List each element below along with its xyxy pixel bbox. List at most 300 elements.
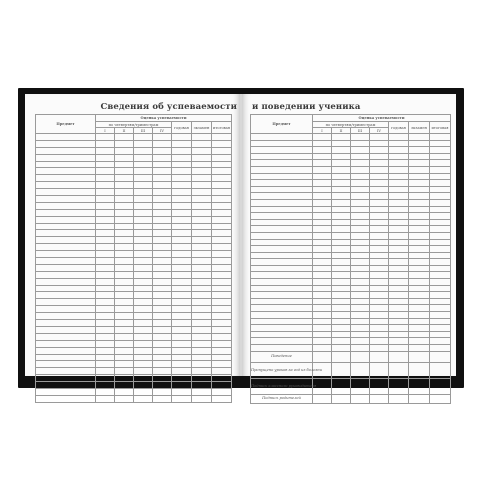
grid-cell [115,278,134,285]
grid-cell [115,388,134,395]
grid-cell [96,223,115,230]
grid-cell [389,219,409,226]
grid-cell [313,265,332,272]
grid-cell [192,306,212,313]
grid-cell [134,313,153,320]
grid-cell [172,154,192,161]
grid-cell [192,202,212,209]
grid-cell [134,320,153,327]
grid-cell [192,388,212,395]
grid-cell [351,140,370,147]
table-row [251,180,451,187]
grid-cell [370,252,389,259]
table-row [251,246,451,253]
grid-cell [251,279,313,286]
grid-cell [134,154,153,161]
grid-cell [172,140,192,147]
grid-cell [389,134,409,141]
grid-cell [96,375,115,382]
grid-cell [370,226,389,233]
grid-cell [115,285,134,292]
grid-cell [212,340,232,347]
grid-cell [115,271,134,278]
table-row [36,196,232,203]
grid-cell [313,213,332,220]
grid-cell [430,325,451,332]
grid-cell [96,140,115,147]
grid-cell [36,175,96,182]
grid-cell [389,285,409,292]
grid-cell [313,193,332,200]
grid-cell [332,206,351,213]
grid-cell [115,375,134,382]
grid-cell [430,226,451,233]
grid-cell [251,199,313,206]
blank-rows-right [251,134,451,352]
table-row [251,226,451,233]
table-row [251,199,451,206]
grid-cell [332,226,351,233]
grid-cell [192,395,212,402]
grid-cell [36,251,96,258]
grid-cell [134,264,153,271]
grid-cell [351,147,370,154]
grid-cell [251,285,313,292]
grid-cell [153,375,172,382]
grid-cell [409,252,430,259]
table-row [36,361,232,368]
grid-cell [134,278,153,285]
grid-cell [134,216,153,223]
grid-cell [172,147,192,154]
grid-cell [192,278,212,285]
grid-cell [153,230,172,237]
grid-cell [192,340,212,347]
grid-cell [389,180,409,187]
grid-cell [332,292,351,299]
grid-cell [96,251,115,258]
table-row [36,292,232,299]
grid-cell [212,134,232,141]
grid-cell [192,292,212,299]
grid-cell [251,193,313,200]
grid-cell [212,237,232,244]
grid-cell [96,292,115,299]
grid-cell [332,213,351,220]
grid-cell [332,166,351,173]
grid-cell [409,345,430,352]
grid-cell [134,237,153,244]
grid-cell [172,354,192,361]
grid-cell [389,199,409,206]
table-row [251,193,451,200]
grid-cell [36,354,96,361]
grid-cell [430,193,451,200]
grid-cell [96,361,115,368]
grid-cell [332,180,351,187]
grid-cell [96,216,115,223]
grid-cell [115,264,134,271]
grid-cell [370,199,389,206]
grid-cell [251,160,313,167]
grid-cell [172,368,192,375]
grid-cell [172,216,192,223]
grid-cell [96,209,115,216]
grid-cell [351,239,370,246]
quarter-3: III [134,128,153,134]
grid-cell [153,382,172,389]
grid-cell [212,244,232,251]
grid-cell [36,223,96,230]
grid-cell [389,160,409,167]
grid-cell [251,213,313,220]
grid-cell [153,361,172,368]
grid-cell [332,199,351,206]
grid-cell [115,326,134,333]
grid-cell [251,259,313,266]
grid-cell [96,202,115,209]
grid-cell [212,320,232,327]
grid-cell [153,388,172,395]
grid-cell [332,232,351,239]
grid-cell [172,292,192,299]
grid-cell [409,186,430,193]
grid-cell [313,246,332,253]
grid-cell [430,186,451,193]
grid-cell [134,182,153,189]
grid-cell [192,299,212,306]
grid-cell [134,388,153,395]
grid-cell [115,340,134,347]
grid-cell [313,259,332,266]
grid-cell [409,272,430,279]
grid-cell [36,230,96,237]
grid-cell [153,285,172,292]
grid-cell [115,202,134,209]
exam-header: экзамен [409,122,430,134]
grid-cell [389,318,409,325]
table-row [36,368,232,375]
grid-cell [351,213,370,220]
grid-cell [430,232,451,239]
grid-cell [313,279,332,286]
grid-cell [212,264,232,271]
grid-cell [370,331,389,338]
table-row [36,264,232,271]
table-row [36,216,232,223]
grid-cell [192,189,212,196]
grid-cell [115,147,134,154]
table-row [251,312,451,319]
grid-cell [389,206,409,213]
grid-cell [192,333,212,340]
grid-cell [389,305,409,312]
table-row [251,331,451,338]
grid-cell [134,361,153,368]
grid-cell [134,395,153,402]
grades-table-left [35,114,232,403]
grid-cell [370,338,389,345]
grid-cell [313,160,332,167]
grid-cell [389,325,409,332]
grid-cell [115,161,134,168]
grid-cell [153,244,172,251]
quarter-4: IV [370,128,389,134]
grid-cell [36,285,96,292]
grid-cell [351,279,370,286]
grid-cell [212,168,232,175]
grid-cell [96,244,115,251]
grid-cell [409,279,430,286]
quarter-1: I [96,128,115,134]
missed-lessons-label: Пропущено уроков за год из болезни [251,362,313,378]
grid-cell [251,252,313,259]
grid-cell [134,306,153,313]
grid-cell [134,147,153,154]
grid-cell [430,292,451,299]
grid-cell [430,239,451,246]
grid-cell [332,318,351,325]
grid-cell [115,134,134,141]
grid-cell [115,230,134,237]
grid-cell [212,299,232,306]
grid-cell [251,272,313,279]
grid-cell [409,318,430,325]
grid-cell [332,325,351,332]
grid-cell [313,345,332,352]
grid-cell [96,189,115,196]
grid-cell [192,271,212,278]
grid-cell [409,147,430,154]
grid-cell [212,209,232,216]
grid-cell [115,237,134,244]
grid-cell [389,272,409,279]
grid-cell [134,382,153,389]
grid-cell [172,244,192,251]
grid-cell [370,312,389,319]
table-row [251,232,451,239]
grid-cell [351,173,370,180]
grid-cell [153,313,172,320]
grid-cell [96,264,115,271]
grid-cell [96,271,115,278]
table-row [251,325,451,332]
grid-cell [172,313,192,320]
grid-cell [212,388,232,395]
grid-cell [351,285,370,292]
grid-cell [251,173,313,180]
grid-cell [409,285,430,292]
table-row [251,259,451,266]
grid-cell [370,232,389,239]
grid-cell [172,202,192,209]
grid-cell [409,153,430,160]
grid-cell [313,147,332,154]
grid-cell [36,264,96,271]
grades-header: Оценка успеваемости [313,115,451,122]
grid-cell [313,134,332,141]
grid-cell [409,193,430,200]
grid-cell [153,264,172,271]
grid-cell [115,182,134,189]
grid-cell [370,246,389,253]
grid-cell [370,305,389,312]
grid-cell [212,223,232,230]
table-row [36,237,232,244]
grades-table-right [250,114,451,404]
quarter-header: по четвертям/триместрам [96,122,172,128]
grid-cell [192,175,212,182]
grid-cell [36,258,96,265]
grid-cell [115,196,134,203]
grid-cell [192,182,212,189]
grid-cell [430,345,451,352]
grid-cell [36,278,96,285]
grid-cell [351,232,370,239]
grid-cell [389,147,409,154]
grid-cell [313,292,332,299]
table-row [36,326,232,333]
grid-cell [351,160,370,167]
grid-cell [192,258,212,265]
grid-cell [134,134,153,141]
grid-cell [430,298,451,305]
grid-cell [134,368,153,375]
table-row [36,395,232,402]
grid-cell [251,325,313,332]
table-row [251,147,451,154]
grid-cell [313,166,332,173]
grid-cell [212,361,232,368]
grid-cell [389,252,409,259]
table-row [36,140,232,147]
grid-cell [251,298,313,305]
grid-cell [370,166,389,173]
grid-cell [389,345,409,352]
grid-cell [96,168,115,175]
grid-cell [36,161,96,168]
grid-cell [172,340,192,347]
grid-cell [251,206,313,213]
grid-cell [351,265,370,272]
grid-cell [251,338,313,345]
grid-cell [172,175,192,182]
grid-cell [96,313,115,320]
grid-cell [192,154,212,161]
grid-cell [332,134,351,141]
table-row [251,239,451,246]
grid-cell [115,216,134,223]
grid-cell [96,147,115,154]
grid-cell [430,312,451,319]
grid-cell [389,186,409,193]
grid-cell [36,306,96,313]
grid-cell [36,168,96,175]
grid-cell [192,147,212,154]
grid-cell [115,244,134,251]
table-row [251,213,451,220]
grid-cell [251,318,313,325]
grid-cell [153,347,172,354]
grid-cell [153,395,172,402]
grid-cell [115,140,134,147]
grid-cell [251,166,313,173]
grid-cell [313,298,332,305]
grid-cell [172,333,192,340]
grid-cell [96,333,115,340]
grid-cell [134,340,153,347]
grid-cell [36,209,96,216]
grid-cell [409,219,430,226]
grid-cell [313,331,332,338]
grid-cell [192,251,212,258]
grid-cell [212,278,232,285]
grid-cell [313,325,332,332]
table-row [36,354,232,361]
grid-cell [332,259,351,266]
grid-cell [172,382,192,389]
grid-cell [192,326,212,333]
table-row [36,154,232,161]
grid-cell [172,161,192,168]
grid-cell [251,345,313,352]
grid-cell [115,292,134,299]
grid-cell [251,134,313,141]
grid-cell [251,292,313,299]
grid-cell [153,326,172,333]
grid-cell [370,180,389,187]
grid-cell [115,223,134,230]
grid-cell [389,246,409,253]
grid-cell [212,382,232,389]
grid-cell [36,292,96,299]
grid-cell [332,338,351,345]
grid-cell [153,368,172,375]
grid-cell [313,180,332,187]
grid-cell [192,264,212,271]
grid-cell [172,223,192,230]
grid-cell [153,216,172,223]
grid-cell [192,134,212,141]
right-page [242,94,456,401]
grid-cell [172,251,192,258]
grid-cell [332,160,351,167]
grid-cell [36,333,96,340]
grid-cell [96,395,115,402]
grid-cell [389,239,409,246]
grid-cell [409,338,430,345]
grid-cell [153,340,172,347]
grid-cell [96,175,115,182]
grid-cell [96,326,115,333]
grid-cell [36,320,96,327]
grid-cell [192,140,212,147]
grid-cell [389,259,409,266]
grid-cell [389,166,409,173]
grid-cell [192,285,212,292]
grid-cell [153,147,172,154]
grid-cell [115,395,134,402]
grid-cell [153,237,172,244]
grid-cell [134,140,153,147]
table-row [36,258,232,265]
grid-cell [96,320,115,327]
grid-cell [96,382,115,389]
grid-cell [351,199,370,206]
grid-cell [96,196,115,203]
grid-cell [192,209,212,216]
grid-cell [332,246,351,253]
